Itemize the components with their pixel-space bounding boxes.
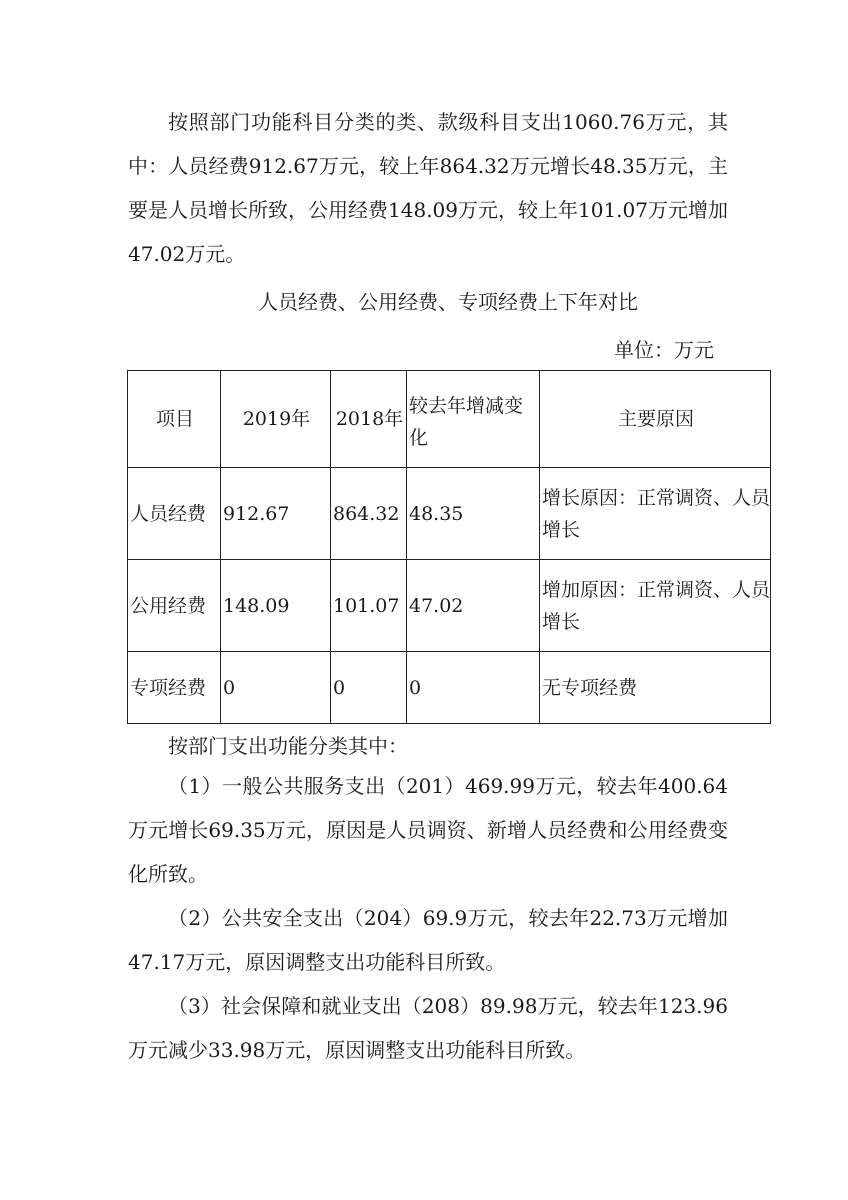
cell-reason: 增长原因：正常调资、人员增长 [540,468,771,560]
intro-paragraph: 按部门支出功能分类其中： [168,734,408,758]
expense-comparison-table [127,370,771,724]
cell-2019: 0 [221,652,331,724]
item1-paragraph: （1）一般公共服务支出（201）469.99万元，较去年400.64万元增长69.35万元，原因是人员调资、新增人员经费和公用经费变化所致。 [128,774,728,886]
cell-reason: 无专项经费 [540,652,771,724]
cell-change: 0 [407,652,540,724]
table-header-row [128,371,771,468]
cell-2018: 101.07 [331,560,407,652]
table-row [128,560,771,652]
table-row [128,468,771,560]
header-2019: 2019年 [221,371,331,468]
cell-2019: 912.67 [221,468,331,560]
cell-change: 48.35 [407,468,540,560]
summary-paragraph: 按照部门功能科目分类的类、款级科目支出1060.76万元，其中：人员经费912.67万元，较上年864.32万元增长48.35万元，主要是人员增长所致，公用经费148.09万元，较上年101.07万元增加47.02万元。 [128,110,728,266]
header-change: 较去年增减变化 [407,371,540,468]
table-caption: 人员经费、公用经费、专项经费上下年对比 [258,290,638,314]
cell-reason: 增加原因：正常调资、人员增长 [540,560,771,652]
table-row [128,652,771,724]
cell-2018: 0 [331,652,407,724]
row-label: 专项经费 [128,652,221,724]
header-2018: 2018年 [331,371,407,468]
table-unit: 单位：万元 [614,338,714,362]
cell-change: 47.02 [407,560,540,652]
item3-paragraph: （3）社会保障和就业支出（208）89.98万元，较去年123.96万元减少33.98万元，原因调整支出功能科目所致。 [128,994,728,1062]
row-label: 人员经费 [128,468,221,560]
cell-2019: 148.09 [221,560,331,652]
header-reason: 主要原因 [540,371,771,468]
cell-2018: 864.32 [331,468,407,560]
item2-paragraph: （2）公共安全支出（204）69.9万元，较去年22.73万元增加47.17万元，原因调整支出功能科目所致。 [128,906,728,974]
header-item: 项目 [128,371,221,468]
row-label: 公用经费 [128,560,221,652]
